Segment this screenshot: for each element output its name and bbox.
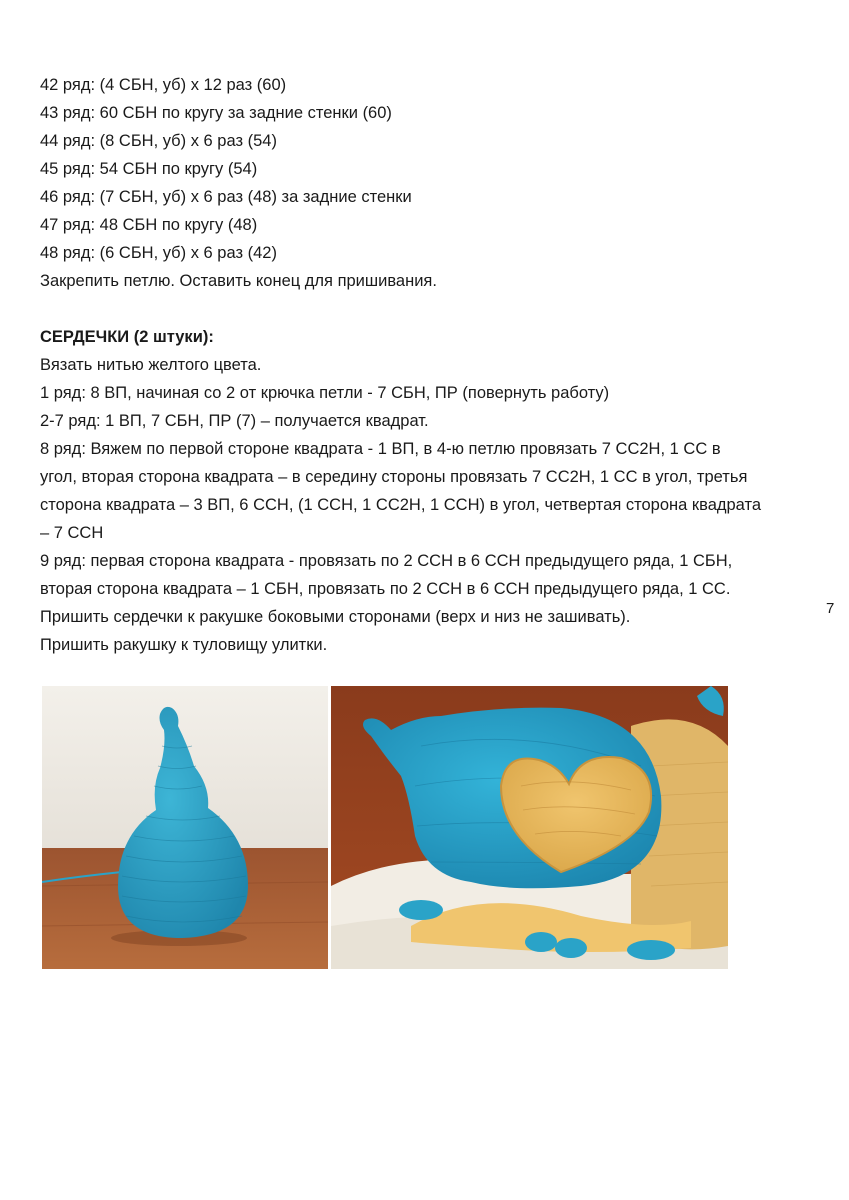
hearts-line: сторона квадрата – 3 ВП, 6 ССН, (1 ССН, 1 СС2Н, 1 ССН) в угол, четвертая сторона квадрата: [40, 496, 762, 514]
hearts-line: 9 ряд: первая сторона квадрата - провязать по 2 ССН в 6 ССН предыдущего ряда, 1 СБН,: [40, 552, 733, 570]
hearts-line: 2-7 ряд: 1 ВП, 7 СБН, ПР (7) – получается квадрат.: [40, 412, 429, 430]
row-44: 44 ряд: (8 СБН, уб) х 6 раз (54): [40, 132, 277, 150]
hearts-line: – 7 ССН: [40, 524, 104, 542]
photo-crochet-heart: [331, 686, 728, 969]
row-43: 43 ряд: 60 СБН по кругу за задние стенки (60): [40, 104, 392, 122]
row-42: 42 ряд: (4 СБН, уб) х 12 раз (60): [40, 76, 287, 94]
finish-instruction: Закрепить петлю. Оставить конец для пришивания.: [40, 272, 437, 290]
row-45: 45 ряд: 54 СБН по кругу (54): [40, 160, 258, 178]
hearts-heading: СЕРДЕЧКИ (2 штуки):: [40, 328, 214, 346]
hearts-line: Пришить ракушку к туловищу улитки.: [40, 636, 328, 654]
hearts-line: угол, вторая сторона квадрата – в середину стороны провязать 7 СС2Н, 1 СС в угол, третья: [40, 468, 748, 486]
row-48: 48 ряд: (6 СБН, уб) х 6 раз (42): [40, 244, 277, 262]
row-47: 47 ряд: 48 СБН по кругу (48): [40, 216, 258, 234]
hearts-line: 8 ряд: Вяжем по первой стороне квадрата - 1 ВП, в 4-ю петлю провязать 7 СС2Н, 1 СС в: [40, 440, 721, 458]
hearts-line: Пришить сердечки к ракушке боковыми сторонами (верх и низ не зашивать).: [40, 608, 631, 626]
hearts-line: Вязать нитью желтого цвета.: [40, 356, 262, 374]
page-number: 7: [826, 600, 835, 617]
hearts-line: вторая сторона квадрата – 1 СБН, провязать по 2 ССН в 6 ССН предыдущего ряда, 1 СС.: [40, 580, 731, 598]
row-46: 46 ряд: (7 СБН, уб) х 6 раз (48) за задние стенки: [40, 188, 412, 206]
photo-crochet-body: [42, 686, 328, 969]
hearts-line: 1 ряд: 8 ВП, начиная со 2 от крючка петли - 7 СБН, ПР (повернуть работу): [40, 384, 610, 402]
pattern-text: [40, 71, 820, 659]
